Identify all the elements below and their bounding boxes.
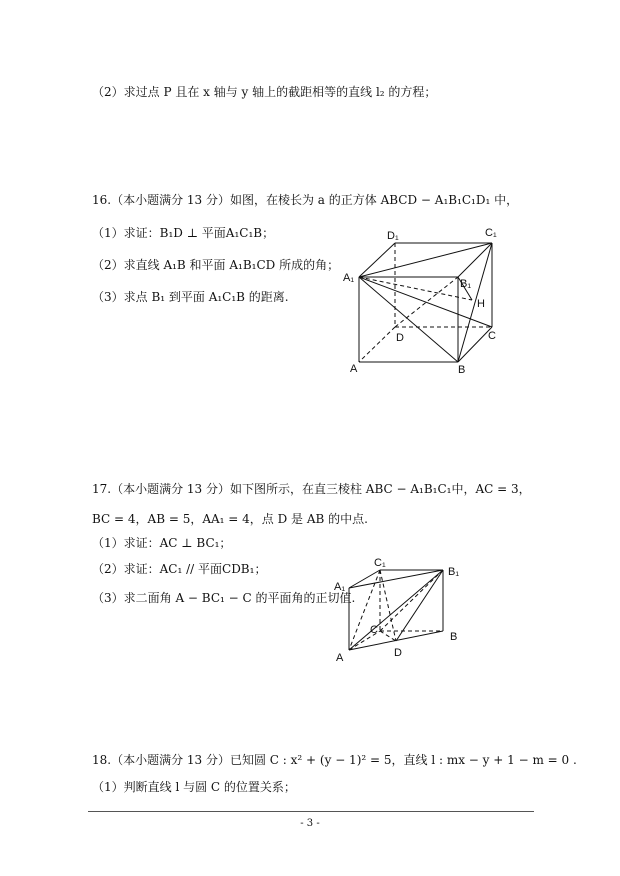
label-C1: C₁ xyxy=(374,557,386,569)
q18-part1: （1）判断直线 l 与圆 C 的位置关系； xyxy=(92,780,296,794)
label-C: C xyxy=(488,330,496,342)
label-D: D xyxy=(396,332,404,344)
label-A: A xyxy=(336,652,344,664)
q17-part2: （2）求证：AC₁ // 平面CDB₁； xyxy=(92,562,267,576)
q16-part3: （3）求点 B₁ 到平面 A₁C₁B 的距离. xyxy=(92,290,289,304)
label-D1: D₁ xyxy=(387,230,399,242)
label-B: B xyxy=(450,631,458,643)
label-B1: B₁ xyxy=(460,278,472,290)
q17-part1: （1）求证：AC ⊥ BC₁； xyxy=(92,536,232,550)
prism-figure xyxy=(330,556,470,666)
q15-part2: （2）求过点 P 且在 x 轴与 y 轴上的截距相等的直线 l₂ 的方程； xyxy=(92,85,437,99)
label-B: B xyxy=(458,364,466,376)
label-H: H xyxy=(477,298,485,310)
q17-line2: BC = 4，AB = 5，AA₁ = 4，点 D 是 AB 的中点. xyxy=(92,512,368,526)
label-C: C xyxy=(370,624,378,636)
label-A1: A₁ xyxy=(343,272,355,284)
label-A: A xyxy=(350,363,358,375)
q17-part3: （3）求二面角 A − BC₁ − C 的平面角的正切值. xyxy=(92,591,356,605)
footer-rule xyxy=(88,811,534,812)
page-number: - 3 - xyxy=(300,818,320,829)
q17-header: 17.（本小题满分 13 分）如下图所示，在直三棱柱 ABC − A₁B₁C₁中，AC = 3， xyxy=(92,482,531,496)
label-D: D xyxy=(394,647,402,659)
q18-header: 18.（本小题满分 13 分）已知圆 C : x² + (y − 1)² = 5，直线 l : mx − y + 1 − m = 0 . xyxy=(92,753,577,767)
q16-header: 16.（本小题满分 13 分）如图，在棱长为 a 的正方体 ABCD − A₁B₁C₁D₁ 中， xyxy=(92,193,519,207)
cube-figure xyxy=(330,222,530,377)
q16-part2: （2）求直线 A₁B 和平面 A₁B₁CD 所成的角； xyxy=(92,258,340,272)
label-B1: B₁ xyxy=(448,566,460,578)
q16-part1: （1）求证：B₁D ⊥ 平面A₁C₁B； xyxy=(92,226,275,240)
label-A1: A₁ xyxy=(334,581,346,593)
label-C1: C₁ xyxy=(485,227,497,239)
